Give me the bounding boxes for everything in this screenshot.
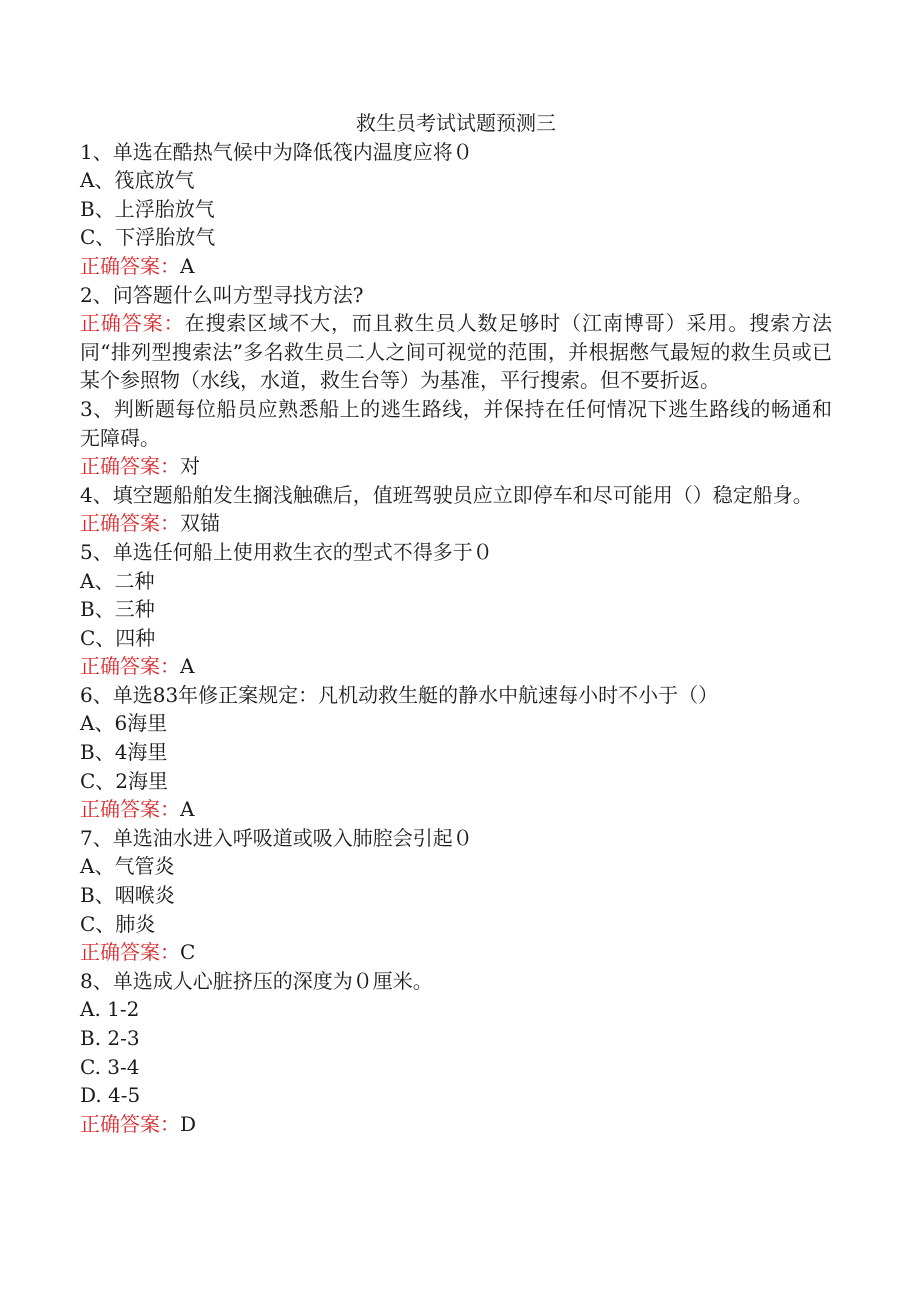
- question-block: [80, 481, 832, 538]
- correct-answer: [80, 1110, 832, 1139]
- question-block: [80, 395, 832, 481]
- answer-option: C、2海里: [80, 768, 169, 793]
- answer-option: C、四种: [80, 625, 156, 650]
- correct-answer-value: A: [180, 654, 195, 679]
- correct-answer-value: 对: [180, 454, 200, 479]
- correct-answer: [80, 795, 832, 824]
- question-stem: 7、单选油水进入呼吸道或吸入肺腔会引起０: [80, 825, 473, 850]
- question-block: [80, 138, 832, 281]
- correct-answer-value: A: [180, 797, 195, 822]
- question-stem: 5、单选任何船上使用救生衣的型式不得多于０: [80, 539, 493, 564]
- answer-option: C、肺炎: [80, 911, 156, 936]
- answer-option: B、上浮胎放气: [80, 196, 215, 221]
- correct-answer-label: 正确答案：: [80, 511, 180, 536]
- correct-answer: [80, 309, 832, 395]
- correct-answer-label: 正确答案：: [80, 797, 180, 822]
- correct-answer: [80, 509, 832, 538]
- correct-answer-value: C: [180, 940, 196, 965]
- answer-option: A、气管炎: [80, 854, 175, 879]
- question-stem: 2、问答题什么叫方型寻找方法?: [80, 282, 364, 307]
- correct-answer-label: 正确答案：: [80, 1111, 180, 1136]
- answer-option: B、4海里: [80, 740, 168, 765]
- answer-option: C. 3-4: [80, 1054, 140, 1079]
- answer-option: B. 2-3: [80, 1026, 140, 1050]
- question-block: [80, 967, 832, 1139]
- correct-answer: [80, 652, 832, 681]
- question-block: [80, 824, 832, 967]
- answer-option: C、下浮胎放气: [80, 225, 216, 250]
- answer-option: A、筏底放气: [80, 168, 195, 193]
- correct-answer-value: D: [180, 1111, 197, 1136]
- correct-answer: [80, 938, 832, 967]
- correct-answer-value: 在搜索区域不大，而且救生员人数足够时（江南博哥）采用。搜索方法同“排列型搜索法”多名救生员二人之间可视觉的范围，并根据憋气最短的救生员或已某个参照物（水线，水道，救生台等）为基准，平行搜索。但不要折返。: [80, 311, 833, 393]
- correct-answer: [80, 452, 832, 481]
- question-block: [80, 681, 832, 824]
- page-title: 救生员考试试题预测三: [356, 111, 556, 135]
- correct-answer-value: A: [180, 253, 195, 278]
- answer-option: B、三种: [80, 597, 155, 622]
- question-stem: 3、判断题每位船员应熟悉船上的逃生路线，并保持在任何情况下逃生路线的畅通和无障碍。: [80, 396, 832, 450]
- answer-option: B、咽喉炎: [80, 883, 175, 908]
- correct-answer-value: 双锚: [180, 511, 220, 536]
- correct-answer-label: 正确答案：: [80, 253, 180, 278]
- question-block: [80, 281, 832, 395]
- question-stem: 4、填空题船舶发生搁浅触礁后，值班驾驶员应立即停车和尽可能用（）稳定船身。: [80, 482, 813, 507]
- correct-answer-label: 正确答案：: [80, 311, 185, 336]
- question-stem: 1、单选在酷热气候中为降低筏内温度应将０: [80, 139, 473, 164]
- answer-option: A. 1-2: [80, 997, 140, 1022]
- question-stem: 6、单选83年修正案规定：凡机动救生艇的静水中航速每小时不小于（）: [80, 682, 719, 707]
- correct-answer-label: 正确答案：: [80, 654, 180, 679]
- document-page: [80, 109, 832, 1138]
- question-list: [80, 138, 832, 1139]
- correct-answer-label: 正确答案：: [80, 454, 180, 479]
- question-stem: 8、单选成人心脏挤压的深度为０厘米。: [80, 968, 433, 993]
- correct-answer: [80, 252, 832, 281]
- answer-option: A、6海里: [80, 711, 168, 736]
- answer-option: D. 4-5: [80, 1083, 141, 1108]
- correct-answer-label: 正确答案：: [80, 940, 180, 965]
- answer-option: A、二种: [80, 568, 155, 593]
- question-block: [80, 538, 832, 681]
